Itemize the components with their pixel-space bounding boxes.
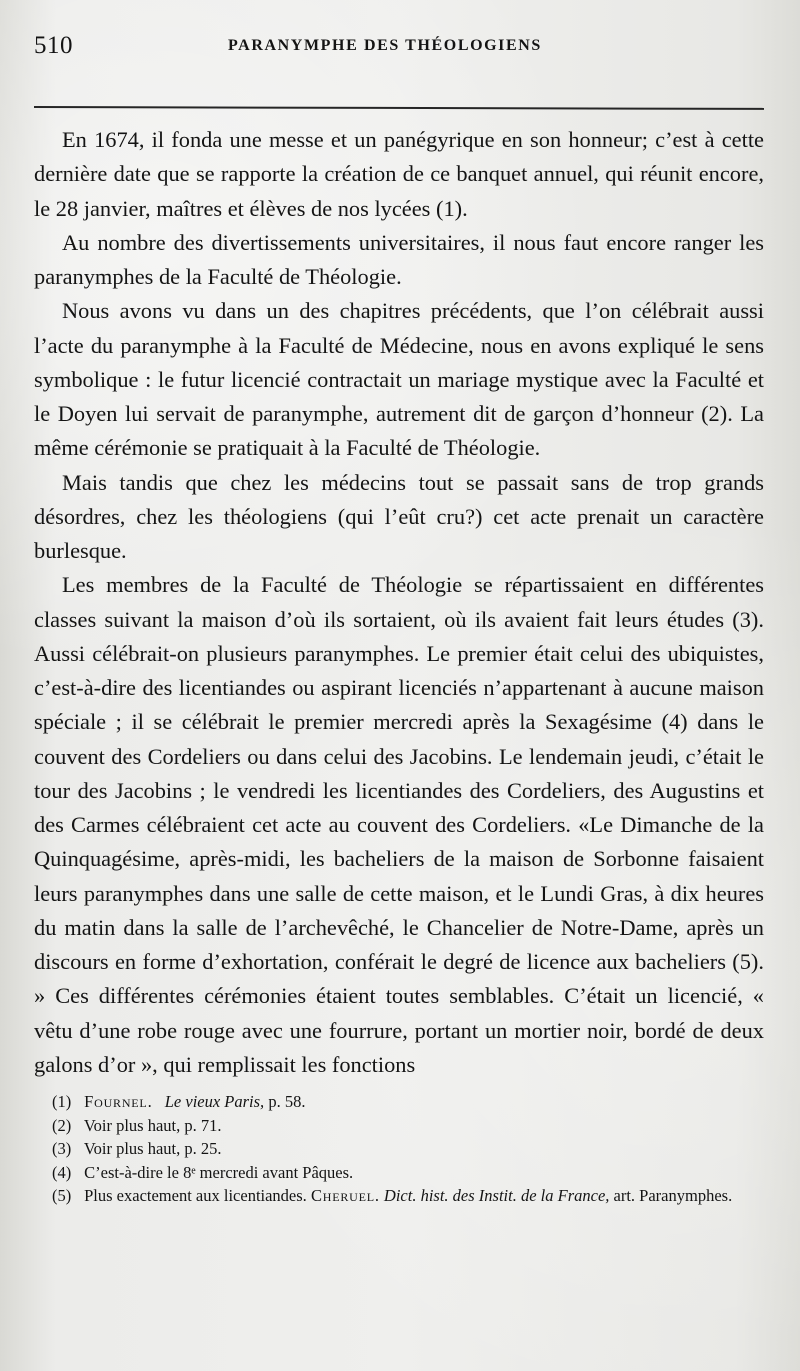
paragraph-5: Les membres de la Faculté de Théologie se répartissaient en différentes classes suivant la maison d’où ils sortaient, où ils avaient fait leurs études (3). Aussi célébrait-on plusieurs paranymphes. Le premier était celui des ubiquistes, c’est-à-dire des licentiandes ou aspirant licenciés n’appartenant à aucune maison spéciale ; il se célébrait le premier mercredi après la Sexagésime (4) dans le couvent des Cordeliers ou dans celui des Jacobins. Le lendemain jeudi, c’était le tour des Jacobins ; le vendredi les licentiandes des Cordeliers, des Augustins et des Carmes célébraient cet acte au couvent des Cordeliers. «Le Dimanche de la Quinquagésime, après-midi, les bacheliers de la maison de Sorbonne faisaient leurs paranymphes dans une salle de cette maison, et le Lundi Gras, à dix heures du matin dans la salle de l’archevêché, le Chancelier de Notre-Dame, après un discours en forme d’exhortation, conférait le degré de licence aux bacheliers (5). » Ces différentes cérémonies étaient toutes semblables. C’était un licencié, « vêtu d’une robe rouge avec une fourrure, portant un mortier noir, bordé de deux galons d’or », qui remplissait les fonctions [34,572,764,1077]
footnote-2 [34,1114,764,1138]
paragraph-4: Mais tandis que chez les médecins tout se passait sans de trop grands désordres, chez les théologiens (qui l’eût cru?) cet acte prenait un caractère burlesque. [34,469,764,563]
footnote-number: (3) [52,1139,72,1158]
header-rule [34,106,764,110]
footnote-3 [34,1137,764,1161]
footnote-text: Voir plus haut, p. 25. [83,1139,222,1158]
page-header [34,30,764,68]
footnote-text: Plus exactement aux licentiandes. [84,1186,307,1205]
footnote-number: (5) [52,1186,72,1205]
running-title: PARANYMPHE DES THÉOLOGIENS [228,37,542,54]
footnote-author: Cheruel. [310,1186,380,1205]
footnote-number: (1) [52,1092,72,1111]
footnote-reference: art. Paranymphes. [613,1186,733,1205]
footnote-4 [34,1161,764,1185]
footnote-title: Dict. hist. des Instit. de la France, [383,1186,610,1205]
footnote-page: p. 58. [268,1092,306,1111]
footnote-1 [34,1090,764,1114]
footnote-author: Fournel. [84,1092,153,1111]
footnote-text: Voir plus haut, p. 71. [83,1115,222,1135]
paragraph-2: Au nombre des divertissements universitaires, il nous faut encore ranger les paranymphes de la Faculté de Théologie. [34,229,764,289]
main-text [34,123,764,1082]
footnote-number: (2) [52,1115,72,1135]
paragraph-1: En 1674, il fonda une messe et un panégyrique en son honneur; c’est à cette dernière date que se rapporte la création de ce banquet annuel, qui réunit encore, le 28 janvier, maîtres et élèves de nos lycées (1). [34,127,764,221]
footnotes [34,1090,764,1208]
footnote-5 [34,1184,782,1208]
paragraph-3: Nous avons vu dans un des chapitres précédents, que l’on célébrait aussi l’acte du paranymphe à la Faculté de Médecine, nous en avons expliqué le sens symbolique : le futur licencié contractait un mariage mystique avec la Faculté et le Doyen lui servait de paranymphe, autrement dit de garçon d’honneur (2). La même cérémonie se pratiquait à la Faculté de Théologie. [34,298,764,461]
footnote-text: C’est-à-dire le 8ᵉ mercredi avant Pâques. [84,1162,354,1182]
footnote-number: (4) [52,1162,72,1182]
footnote-title: Le vieux Paris, [164,1092,265,1111]
page-number: 510 [34,32,73,59]
